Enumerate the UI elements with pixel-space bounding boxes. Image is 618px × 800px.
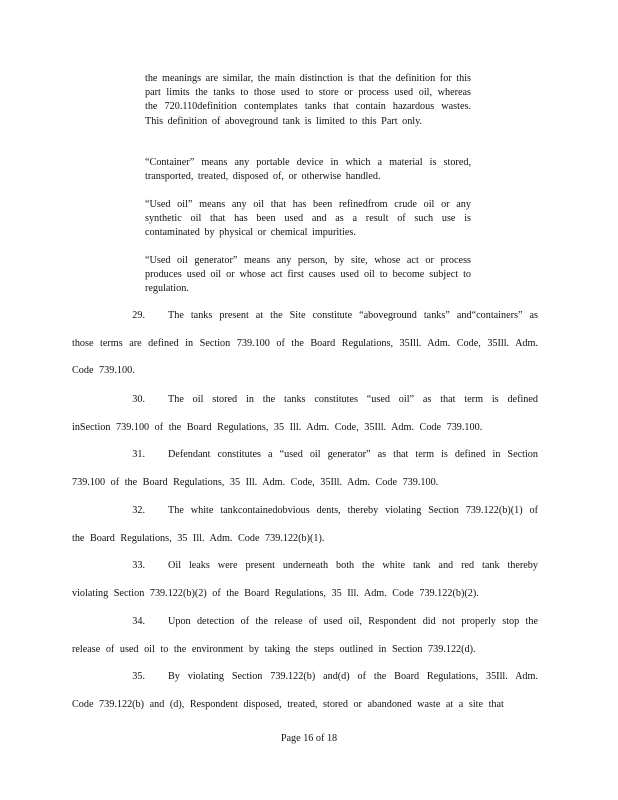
definition-block bbox=[145, 198, 471, 241]
definition-block bbox=[145, 156, 471, 184]
definition-aboveground-tank-continued: the meanings are similar, the main distinction is that the definition for this part limits the tanks to those used to store or process used oil, whereas the 720.110definition contemplates tanks that contain hazardous wastes. This definition of aboveground tank is limited to this Part only. bbox=[145, 73, 471, 127]
paragraph-32 bbox=[72, 497, 538, 552]
paragraph-text: Defendant constitutes a “used oil generator” as that term is defined in Section 739.100 of the Board Regulations, 35 Ill. Adm. Code, 35Ill. Adm. Code 739.100. bbox=[72, 449, 538, 488]
paragraph-text: The oil stored in the tanks constitutes “used oil” as that term is defined inSection 739.100 of the Board Regulations, 35 Ill. Adm. Code, 35Ill. Adm. Code 739.100. bbox=[72, 394, 538, 433]
paragraph-number: 32. bbox=[132, 505, 145, 516]
paragraph-number: 35. bbox=[132, 671, 145, 682]
paragraph-number: 29. bbox=[132, 310, 145, 321]
paragraph-34 bbox=[72, 608, 538, 663]
paragraph-text: The white tankcontainedobvious dents, thereby violating Section 739.122(b)(1) of the Board Regulations, 35 Ill. Adm. Code 739.122(b)(1). bbox=[72, 505, 538, 544]
paragraph-33 bbox=[72, 552, 538, 607]
paragraph-text: Oil leaks were present underneath both the white tank and red tank thereby violating Section 739.122(b)(2) of the Board Regulations, 35 Ill. Adm. Code 739.122(b)(2). bbox=[72, 560, 538, 599]
definition-block bbox=[145, 72, 471, 129]
paragraph-text: By violating Section 739.122(b) and(d) of the Board Regulations, 35Ill. Adm. Code 739.122(b) and (d), Respondent disposed, treated, stored or abandoned waste at a site that bbox=[72, 671, 538, 710]
definition-block bbox=[145, 254, 471, 297]
paragraph-number: 33. bbox=[132, 560, 145, 571]
paragraph-31 bbox=[72, 441, 538, 496]
paragraph-29 bbox=[72, 302, 538, 385]
definition-used-oil: “Used oil” means any oil that has been refinedfrom crude oil or any synthetic oil that has been used and as a result of such use is contaminated by physical or chemical impurities. bbox=[145, 199, 471, 239]
paragraph-number: 34. bbox=[132, 616, 145, 627]
definition-container: “Container” means any portable device in which a material is stored, transported, treated, disposed of, or otherwise handled. bbox=[145, 157, 471, 183]
paragraph-text: Upon detection of the release of used oil, Respondent did not properly stop the release of used oil to the environment by taking the steps outlined in Section 739.122(d). bbox=[72, 616, 538, 655]
paragraph-number: 31. bbox=[132, 449, 145, 460]
paragraph-number: 30. bbox=[132, 394, 145, 405]
page-number-footer: Page 16 of 18 bbox=[280, 733, 338, 744]
paragraph-text: The tanks present at the Site constitute “aboveground tanks” and“containers” as those terms are defined in Section 739.100 of the Board Regulations, 35Ill. Adm. Code, 35Ill. Adm. Code 739.100. bbox=[72, 310, 538, 377]
definition-used-oil-generator: “Used oil generator” means any person, by site, whose act or process produces used oil or whose act first causes used oil to become subject to regulation. bbox=[145, 255, 471, 295]
paragraph-30 bbox=[72, 386, 538, 441]
paragraph-35 bbox=[72, 663, 538, 718]
